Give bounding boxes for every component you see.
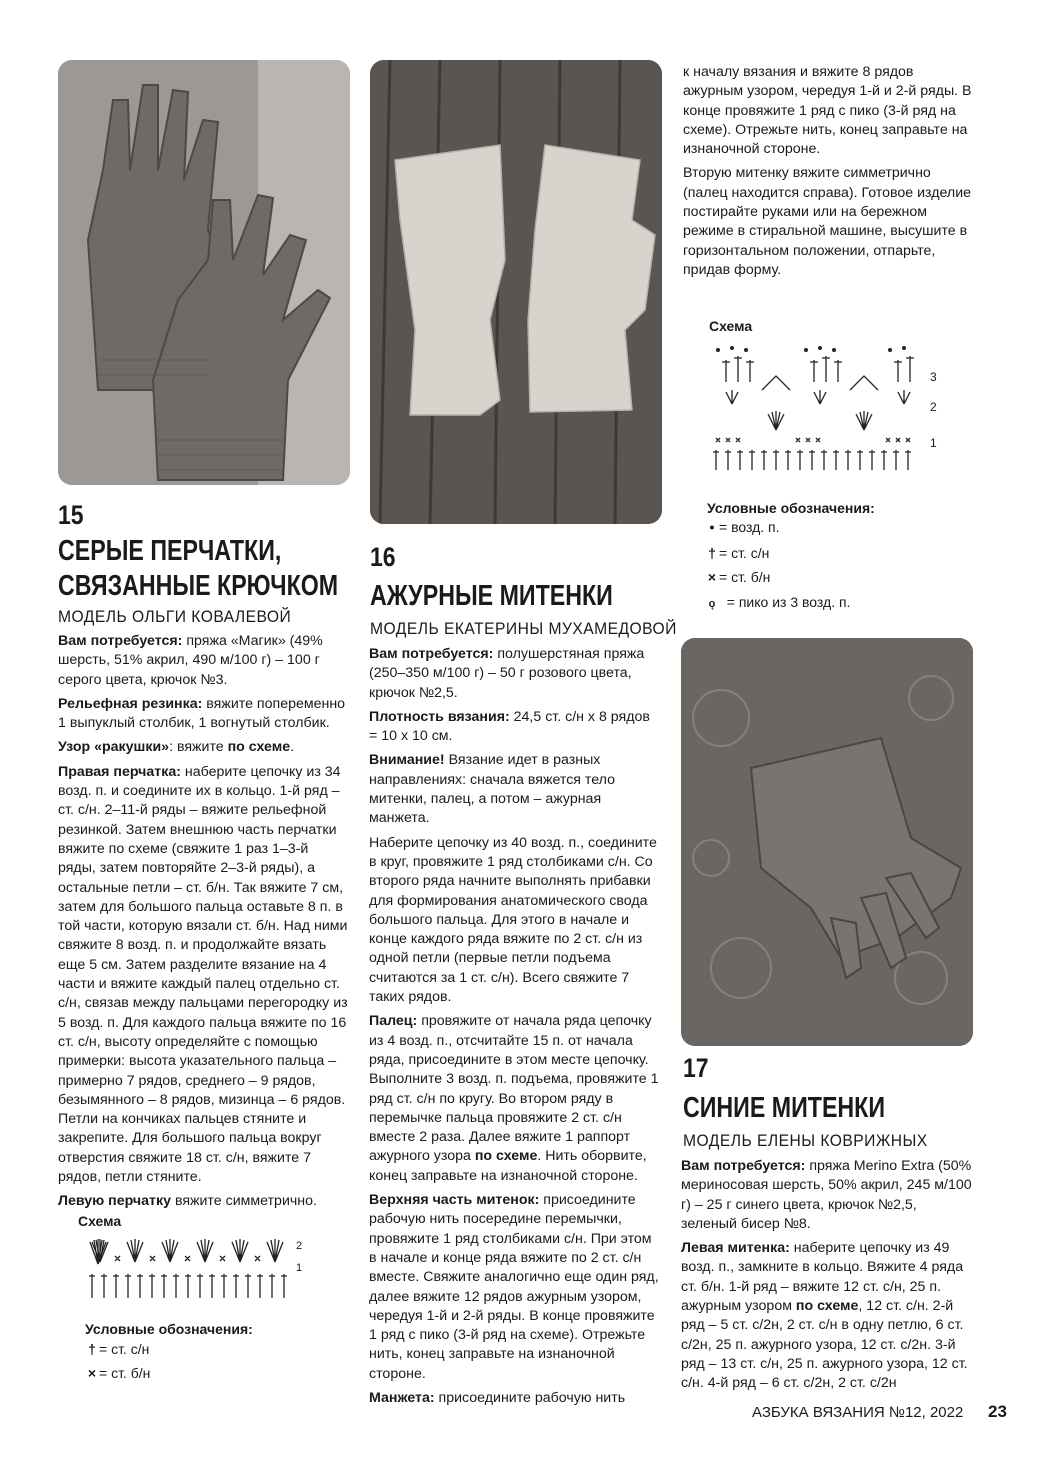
s15-rib: Рельефная резинка: вяжите попеременно 1 выпуклый столбик, 1 вогнутый столбик. bbox=[58, 695, 346, 732]
s15-scheme-title: Схема bbox=[78, 1213, 122, 1229]
s15-shell-pattern: Узор «ракушки»: вяжите по схеме. bbox=[58, 739, 295, 756]
s16-legend-dc: † = ст. с/н bbox=[705, 542, 769, 565]
blue-mittens-illustration bbox=[681, 638, 973, 1046]
magazine-footer: АЗБУКА ВЯЗАНИЯ №12, 2022 bbox=[752, 1404, 964, 1421]
section-16-number: 16 bbox=[370, 542, 396, 572]
chain-symbol-icon: • bbox=[709, 519, 715, 535]
s16-row-2-label: 2 bbox=[930, 400, 937, 414]
section-16-author: МОДЕЛЬ ЕКАТЕРИНЫ МУХАМЕДОВОЙ bbox=[370, 619, 677, 638]
section-15-body bbox=[58, 632, 350, 1217]
photo-gray-gloves bbox=[58, 60, 350, 485]
gloves-illustration bbox=[58, 60, 350, 485]
s16-body-instructions: Наберите цепочку из 40 возд. п., соедините в круг, провяжите 1 ряд столбиками с/н. Со второго ряда начните выполнять прибавки для формирования анатомического свода большого пальца. Для этого в начале и конце каждого ряда вяжите по 2 ст. с/н из одной петли (первые петли подъема считаются за 1 ст. с/н). Всего свяжите 7 таких рядов. bbox=[369, 834, 657, 1006]
section-17-body bbox=[681, 1157, 975, 1399]
section-16-continued bbox=[683, 63, 975, 285]
s16-legend-chain: • = возд. п. bbox=[705, 516, 780, 539]
s16-cuff-continued: к началу вязания и вяжите 8 рядов ажурным узором, чередуя 1-й и 2-й ряды. В конце провяжите 1 ряд с пико (3-й ряд на схеме). Отрежьте нить, конец заправьте на изнаночной стороне. bbox=[683, 64, 972, 158]
picot-symbol-icon: ǫ bbox=[708, 598, 716, 610]
s15-scheme-diagram bbox=[88, 1236, 308, 1302]
s16-legend-sc: × = ст. б/н bbox=[705, 566, 770, 589]
page-number: 23 bbox=[988, 1402, 1007, 1421]
s16-top-part: Верхняя часть митенок: присоедините рабочую нить посередине перемычки, провяжите 1 ряд столбиками с/н. При этом в начале и конце ряда вяжите по 2 ст. с/н вместе. Свяжите аналогично еще один ряд, далее вяжите 12 рядов ажурным узором, чередуя 1-й и 2-й ряды. В конце провяжите 1 ряд с пико (3-й ряд на схеме). Отрежьте нить, конец заправьте на изнаночной стороне. bbox=[369, 1192, 659, 1382]
dc-symbol-icon: † bbox=[708, 545, 716, 561]
s15-legend-title: Условные обозначения: bbox=[85, 1321, 253, 1337]
lace-mittens-illustration bbox=[370, 60, 662, 524]
s16-attention: Внимание! Вязание идет в разных направлениях: сначала вяжется тело митенки, палец, а потом – ажурная манжета. bbox=[369, 752, 616, 827]
s16-row-1-label: 1 bbox=[930, 436, 937, 450]
photo-blue-mittens bbox=[681, 638, 973, 1046]
section-15-number: 15 bbox=[58, 500, 84, 530]
s17-materials: Вам потребуется: пряжа Merino Extra (50% мериносовая шерсть, 50% акрил, 245 м/100 г) – 25 г синего цвета, крючок №2,5, зеленый бисер №8. bbox=[681, 1158, 972, 1232]
sc-symbol-icon: × bbox=[707, 569, 717, 585]
section-16-body bbox=[369, 645, 661, 1413]
section-15-title-line1: СЕРЫЕ ПЕРЧАТКИ, bbox=[58, 535, 282, 567]
section-15-author: МОДЕЛЬ ОЛЬГИ КОВАЛЕВОЙ bbox=[58, 607, 292, 626]
s16-row1 bbox=[713, 438, 911, 470]
s15-legend-sc: × = ст. б/н bbox=[85, 1362, 150, 1385]
s16-scheme-diagram bbox=[712, 342, 922, 472]
s16-second-mitten: Вторую митенку вяжите симметрично (палец находится справа). Готовое изделие постирайте руками или на бережном режиме в стиральной машине, высушите в горизонтальном положении, отпарьте, придав форму. bbox=[683, 165, 972, 278]
s16-scheme-title: Схема bbox=[709, 318, 753, 334]
s16-row2 bbox=[726, 390, 910, 430]
s16-legend-picot: ǫ = пико из 3 возд. п. bbox=[705, 591, 850, 616]
section-17-number: 17 bbox=[683, 1053, 709, 1083]
dc-symbol-icon: † bbox=[88, 1341, 96, 1357]
s15-row-2-label: 2 bbox=[296, 1240, 303, 1252]
s17-left-mitten: Левая митенка: наберите цепочку из 49 возд. п., замкните в кольцо. Вяжите 4 ряда ст. б/н. 1-й ряд – вяжите 12 ст. с/н, 25 п. ажурным узором по схеме, 12 ст. с/н. 2-й ряд – 5 ст. с/2н, 2 ст. с/н в одну петлю, 6 ст. с/2н, 25 п. ажурного узора, 12 ст. с/2н. 3-й ряд – 13 ст. с/н, 25 п. ажурного узора, 12 ст. с/н. 4-й ряд – 6 ст. с/2н, 2 ст. с/2н bbox=[681, 1240, 968, 1392]
s16-legend-title: Условные обозначения: bbox=[707, 500, 875, 516]
s15-materials: Вам потребуется: пряжа «Магик» (49% шерсть, 51% акрил, 490 м/100 г) – 100 г серого цвета, крючок №3. bbox=[58, 633, 323, 688]
s16-gauge: Плотность вязания: 24,5 ст. с/н х 8 рядов = 10 х 10 см. bbox=[369, 708, 650, 745]
s16-materials: Вам потребуется: полушерстяная пряжа (250–350 м/100 г) – 50 г розового цвета, крючок №2,5. bbox=[369, 646, 645, 701]
section-17-author: МОДЕЛЬ ЕЛЕНЫ КОВРИЖНЫХ bbox=[683, 1131, 928, 1150]
photo-lace-mittens bbox=[370, 60, 662, 524]
s15-right-glove: Правая перчатка: наберите цепочку из 34 возд. п. и соедините их в кольцо. 1-й ряд – ст. с/н. 2–11-й ряды – вяжите рельефной резинкой. Затем внешнюю часть перчатки вяжите по схеме (свяжите 1 раз 1–3-й ряды, затем повторяйте 2–3-й ряды), а остальные петли – ст. б/н. Так вяжите 7 см, затем для большого пальца оставьте 8 п. в той части, которую вязали ст. б/н. Над ними свяжите 8 возд. п. и продолжайте вязать еще 5 см. Затем разделите вязание на 4 части и вяжите каждый палец отдельно ст. с/н, связав между пальцами перегородку из 5 возд. п. Для каждого пальца вяжите по 16 ст. с/н, высоту определяйте с помощью примерки: высота указательного пальца – примерно 7 рядов, среднего – 9 рядов, безымянного – 8 рядов, мизинца – 6 рядов. Петли на кончиках пальцев стяните и закрепите. Для большого пальца вокруг отверстия свяжите 18 ст. с/н, вяжите 7 рядов, петли стяните. bbox=[58, 763, 348, 1186]
s15-legend-dc: † = ст. с/н bbox=[85, 1338, 149, 1361]
s16-row3 bbox=[722, 356, 914, 390]
s16-cuff: Манжета: присоедините рабочую нить bbox=[369, 1389, 626, 1406]
s16-row-3-label: 3 bbox=[930, 370, 937, 384]
sc-symbol-icon: × bbox=[87, 1365, 97, 1381]
section-15-title-line2: СВЯЗАННЫЕ КРЮЧКОМ bbox=[58, 570, 339, 602]
s15-dc-row bbox=[89, 1274, 287, 1298]
s15-left-glove: Левую перчатку вяжите симметрично. bbox=[58, 1193, 317, 1210]
s15-row-1-label: 1 bbox=[296, 1262, 303, 1274]
section-17-title: СИНИЕ МИТЕНКИ bbox=[683, 1092, 886, 1124]
section-16-title: АЖУРНЫЕ МИТЕНКИ bbox=[370, 580, 613, 612]
s16-finger: Палец: провяжите от начала ряда цепочку из 4 возд. п., отсчитайте 15 п. от начала ряда, присоедините в этом месте цепочку. Выполните 3 возд. п. подъема, провяжите 1 ряд ст. с/н по кругу. Во втором ряду в перемычке пальца провяжите 2 ст. с/н вместе 2 раза. Далее вяжите 1 раппорт ажурного узора по схеме. Нить оборвите, конец заправьте на изнаночной стороне. bbox=[369, 1013, 659, 1184]
